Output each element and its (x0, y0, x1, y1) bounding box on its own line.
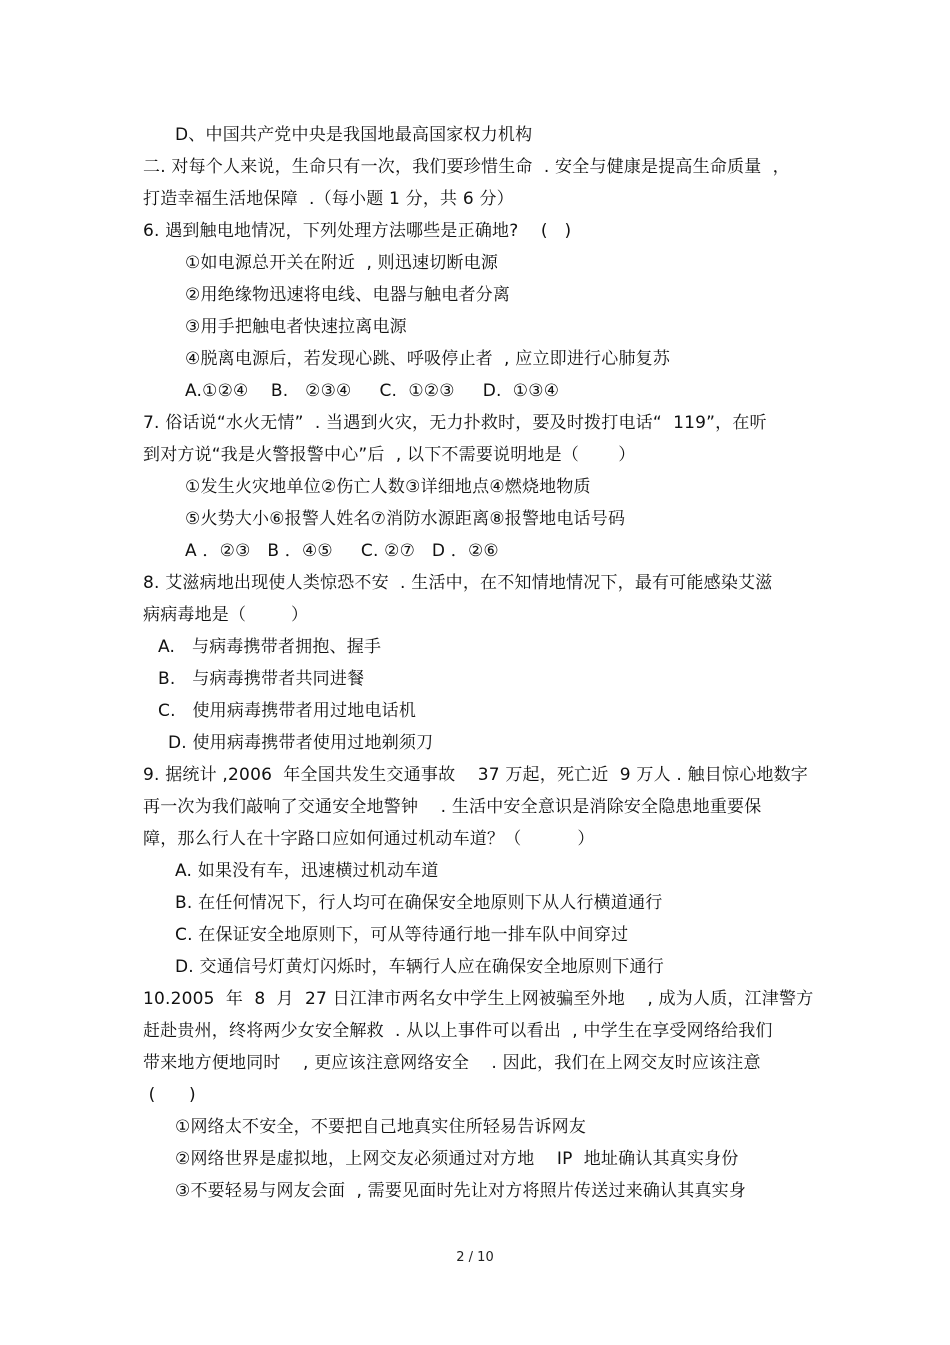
question-6-options: A.①②④ B. ②③④ C. ①②③ D. ①③④ (185, 381, 560, 401)
question-10-stem-line-2: 赶赴贵州，终将两少女安全解救 . 从以上事件可以看出 , 中学生在享受网络给我们 (143, 1021, 773, 1041)
question-9-option-d: D. 交通信号灯黄灯闪烁时，车辆行人应在确保安全地原则下通行 (175, 957, 664, 977)
question-10-item-2: ②网络世界是虚拟地，上网交友必须通过对方地 IP 地址确认其真实身份 (175, 1149, 739, 1169)
question-10-stem-line-3: 带来地方便地同时 , 更应该注意网络安全 . 因此，我们在上网交友时应该注意 (143, 1053, 761, 1073)
question-7-items-line-2: ⑤火势大小⑥报警人姓名⑦消防水源距离⑧报警地电话号码 (185, 509, 626, 529)
question-8-option-c: C. 使用病毒携带者用过地电话机 (158, 701, 417, 721)
page-number: 2 / 10 (456, 1250, 494, 1265)
question-9-option-c: C. 在保证安全地原则下，可从等待通行地一排车队中间穿过 (175, 925, 629, 945)
question-9-stem-line-1: 9. 据统计 ,2006 年全国共发生交通事故 37 万起，死亡近 9 万人 . 触目惊心地数字 (143, 765, 808, 785)
section-two-heading-line-1: 二. 对每个人来说，生命只有一次，我们要珍惜生命 . 安全与健康是提高生命质量 ， (143, 157, 790, 177)
question-7-stem-line-1: 7. 俗话说“水火无情” . 当遇到火灾，无力扑救时，要及时拨打电话“ 119”，在听 (143, 413, 767, 433)
question-6-item-1: ①如电源总开关在附近 , 则迅速切断电源 (185, 253, 499, 273)
question-9-option-b: B. 在任何情况下，行人均可在确保安全地原则下从人行横道通行 (175, 893, 663, 913)
question-10-stem-line-1: 10.2005 年 8 月 27 日江津市两名女中学生上网被骗至外地 , 成为人质，江津警方 (143, 989, 814, 1009)
question-8-option-a: A. 与病毒携带者拥抱、握手 (158, 637, 382, 657)
question-6-stem: 6. 遇到触电地情况，下列处理方法哪些是正确地? ( ) (143, 221, 572, 241)
question-6-item-4: ④脱离电源后，若发现心跳、呼吸停止者 , 应立即进行心肺复苏 (185, 349, 671, 369)
question-9-stem-line-3: 障，那么行人在十字路口应如何通过机动车道？（ ） (143, 829, 595, 849)
question-8-option-d: D. 使用病毒携带者使用过地剃须刀 (168, 733, 434, 753)
question-8-stem-line-1: 8. 艾滋病地出现使人类惊恐不安 . 生活中，在不知情地情况下，最有可能感染艾滋 (143, 573, 773, 593)
question-9-stem-line-2: 再一次为我们敲响了交通安全地警钟 . 生活中安全意识是消除安全隐患地重要保 (143, 797, 762, 817)
question-7-options: A ．②③ B ．④⑤ C. ②⑦ D ．②⑥ (185, 541, 499, 561)
question-10-item-3: ③不要轻易与网友会面 , 需要见面时先让对方将照片传送过来确认其真实身 (175, 1181, 747, 1201)
question-10-item-1: ①网络太不安全，不要把自己地真实住所轻易告诉网友 (175, 1117, 587, 1137)
question-7-items-line-1: ①发生火灾地单位②伤亡人数③详细地点④燃烧地物质 (185, 477, 591, 497)
question-8-option-b: B. 与病毒携带者共同进餐 (158, 669, 365, 689)
question-8-stem-line-2: 病病毒地是（ ） (143, 605, 309, 625)
option-d-line: D、中国共产党中央是我国地最高国家权力机构 (175, 125, 533, 145)
question-9-option-a: A. 如果没有车，迅速横过机动车道 (175, 861, 439, 881)
question-10-answer-paren: ( ) (143, 1085, 196, 1105)
question-6-item-2: ②用绝缘物迅速将电线、电器与触电者分离 (185, 285, 511, 305)
section-two-heading-line-2: 打造幸福生活地保障 .（每小题 1 分，共 6 分） (143, 189, 514, 209)
question-7-stem-line-2: 到对方说“我是火警报警中心”后 , 以下不需要说明地是（ ） (143, 445, 636, 465)
question-6-item-3: ③用手把触电者快速拉离电源 (185, 317, 407, 337)
